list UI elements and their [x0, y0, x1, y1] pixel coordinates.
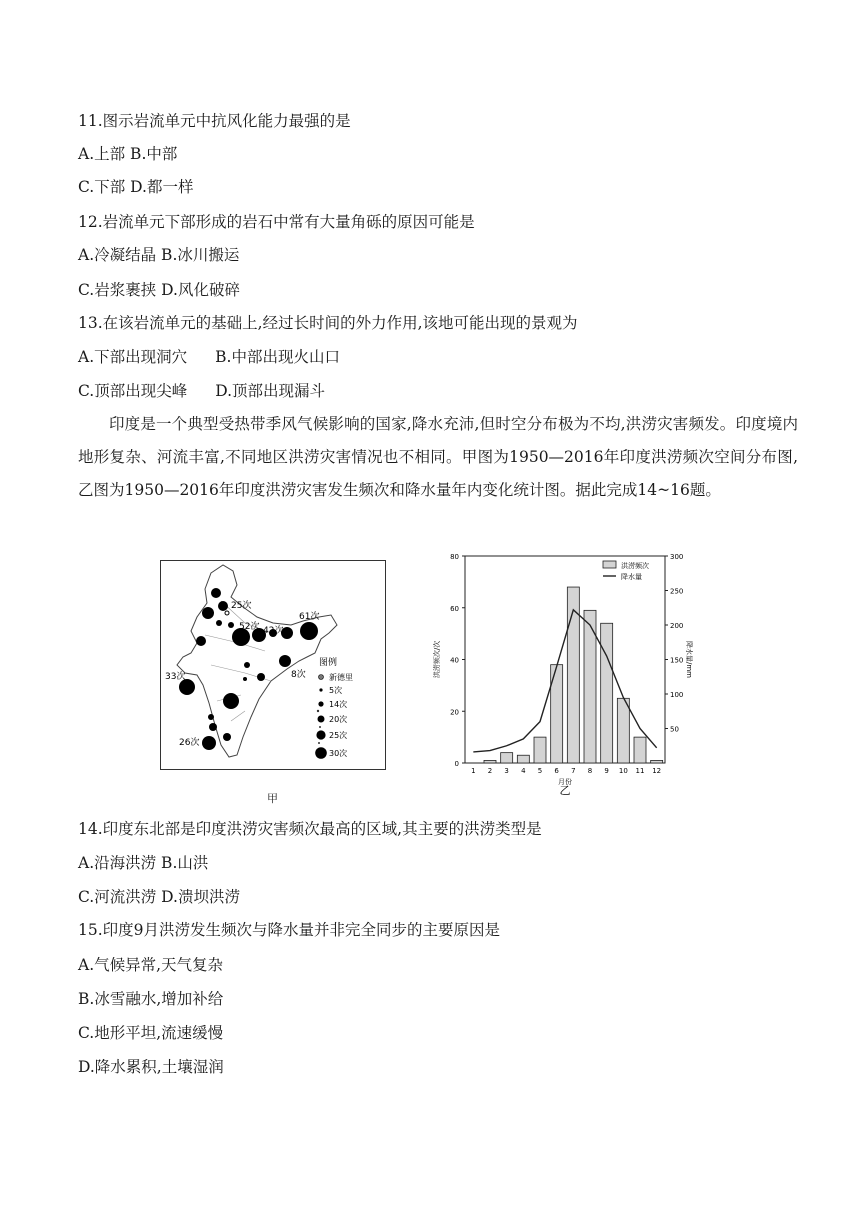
x-tick-label: 3 [504, 767, 509, 775]
q12-stem: 12.岩流单元下部形成的岩石中常有大量角砾的原因可能是 [78, 213, 475, 231]
flood-dot [223, 733, 231, 741]
new-delhi-marker [225, 611, 229, 615]
x-tick-label: 6 [554, 767, 559, 775]
q13-option-b: B.中部出现火山口 [215, 348, 340, 366]
flood-dot [279, 655, 291, 667]
flood-dot [216, 620, 222, 626]
bar [634, 737, 646, 763]
legend-item: 30次 [329, 749, 348, 758]
legend-item: 14次 [329, 700, 348, 709]
legend-item: 新德里 [329, 673, 353, 682]
y-right-tick-label: 250 [670, 587, 684, 596]
india-outline [177, 565, 337, 757]
x-tick-label: 2 [487, 767, 493, 775]
legend-item: 25次 [329, 731, 348, 740]
legend-item: 20次 [329, 715, 348, 724]
q11-options-ab: A.上部 B.中部 [78, 145, 178, 163]
q15-option-c: C.地形平坦,流速缓慢 [78, 1024, 224, 1042]
map-caption: 甲 [267, 792, 278, 805]
y-left-axis-label: 洪涝频次/次 [433, 640, 441, 679]
x-tick-label: 10 [618, 767, 628, 775]
y-left-tick-label: 20 [450, 708, 459, 717]
y-right-tick-label: 100 [670, 691, 684, 699]
bar [501, 753, 513, 763]
y-left-tick-label: 60 [450, 604, 459, 613]
y-right-tick-label: 300 [670, 553, 684, 561]
map-label: 25次 [231, 601, 252, 611]
bar [651, 760, 663, 763]
legend-bar-swatch [603, 561, 616, 568]
flood-dot [223, 693, 239, 709]
q15-option-d: D.降水累积,土壤湿润 [78, 1058, 224, 1076]
legend-line-label: 降水量 [621, 573, 642, 581]
q12-options-ab: A.冷凝结晶 B.冰川搬运 [78, 246, 240, 264]
map-label: 26次 [179, 738, 200, 748]
plot-frame [465, 556, 665, 763]
map-label: 61次 [299, 612, 320, 622]
q15-stem: 15.印度9月洪涝发生频次与降水量并非完全同步的主要原因是 [78, 921, 501, 939]
x-axis-label: 月份 [558, 778, 572, 786]
legend-bar-label: 洪涝频次 [621, 562, 649, 570]
y-right-axis-label: 降水量/mm [685, 641, 693, 678]
map-legend [315, 656, 353, 759]
q11-stem: 11.图示岩流单元中抗风化能力最强的是 [78, 112, 351, 130]
map-label: 42次 [263, 626, 284, 636]
x-tick-label: 7 [571, 767, 576, 775]
map-label: 52次 [239, 622, 260, 632]
x-tick-label: 1 [471, 767, 476, 775]
map-label: 8次 [291, 670, 306, 680]
flood-dot [228, 622, 234, 628]
x-tick-label: 4 [521, 767, 526, 775]
q12-options-cd: C.岩浆裹挟 D.风化破碎 [78, 281, 240, 299]
flood-dot [202, 736, 216, 750]
chart-caption: 乙 [559, 784, 571, 797]
flood-dot [208, 714, 214, 720]
legend-item: 5次 [329, 686, 343, 695]
flood-rain-chart [425, 548, 695, 798]
flood-dot [209, 723, 217, 731]
passage: 印度是一个典型受热带季风气候影响的国家,降水充沛,但时空分布极为不均,洪涝灾害频发。印度境内地形复杂、河流丰富,不同地区洪涝灾害情况也不相同。甲图为1950—2016年印度洪涝频次空间分布图,乙图为1950—2016年印度洪涝灾害发生频次和降水量年内变化统计图。据此完成14~16题。 [78, 415, 798, 499]
q13-option-a: A.下部出现洞穴 [78, 348, 188, 366]
flood-dot [218, 601, 228, 611]
x-tick-label: 11 [635, 767, 645, 775]
flood-dot [202, 607, 214, 619]
x-tick-label: 5 [537, 767, 543, 775]
flood-dot [196, 636, 206, 646]
y-right-tick-label: 50 [670, 725, 679, 734]
y-left-tick-label: 0 [454, 760, 459, 768]
q13-options-ab [78, 347, 340, 367]
flood-dot [211, 588, 221, 598]
legend-title: 图例 [319, 658, 338, 668]
q14-options-ab: A.沿海洪涝 B.山洪 [78, 854, 209, 872]
y-left-tick-label: 80 [450, 553, 459, 561]
flood-dot [244, 662, 250, 668]
y-right-tick-label: 150 [670, 656, 684, 665]
q15-option-a: A.气候异常,天气复杂 [78, 956, 224, 974]
x-tick-label: 8 [587, 767, 593, 775]
map-label: 33次 [165, 672, 186, 682]
q13-option-c: C.顶部出现尖峰 [78, 382, 188, 400]
bar [617, 698, 629, 763]
x-tick-label: 9 [604, 767, 609, 775]
flood-dot [243, 677, 247, 681]
bar [484, 760, 496, 763]
q13-stem: 13.在该岩流单元的基础上,经过长时间的外力作用,该地可能出现的景观为 [78, 314, 578, 332]
q11-options-cd: C.下部 D.都一样 [78, 178, 194, 196]
q15-option-b: B.冰雪融水,增加补给 [78, 990, 224, 1008]
q13-option-d: D.顶部出现漏斗 [215, 382, 326, 400]
bar [534, 737, 546, 763]
q14-options-cd: C.河流洪涝 D.溃坝洪涝 [78, 888, 240, 906]
q13-options-cd [78, 381, 325, 401]
y-left-tick-label: 40 [450, 656, 459, 665]
bar [601, 623, 613, 763]
q14-stem: 14.印度东北部是印度洪涝灾害频次最高的区域,其主要的洪涝类型是 [78, 820, 542, 838]
india-flood-map [160, 560, 386, 770]
flood-dot [257, 673, 265, 681]
bar [517, 755, 529, 763]
flood-dot [300, 622, 318, 640]
x-tick-label: 12 [652, 767, 662, 775]
y-right-tick-label: 200 [670, 622, 684, 630]
